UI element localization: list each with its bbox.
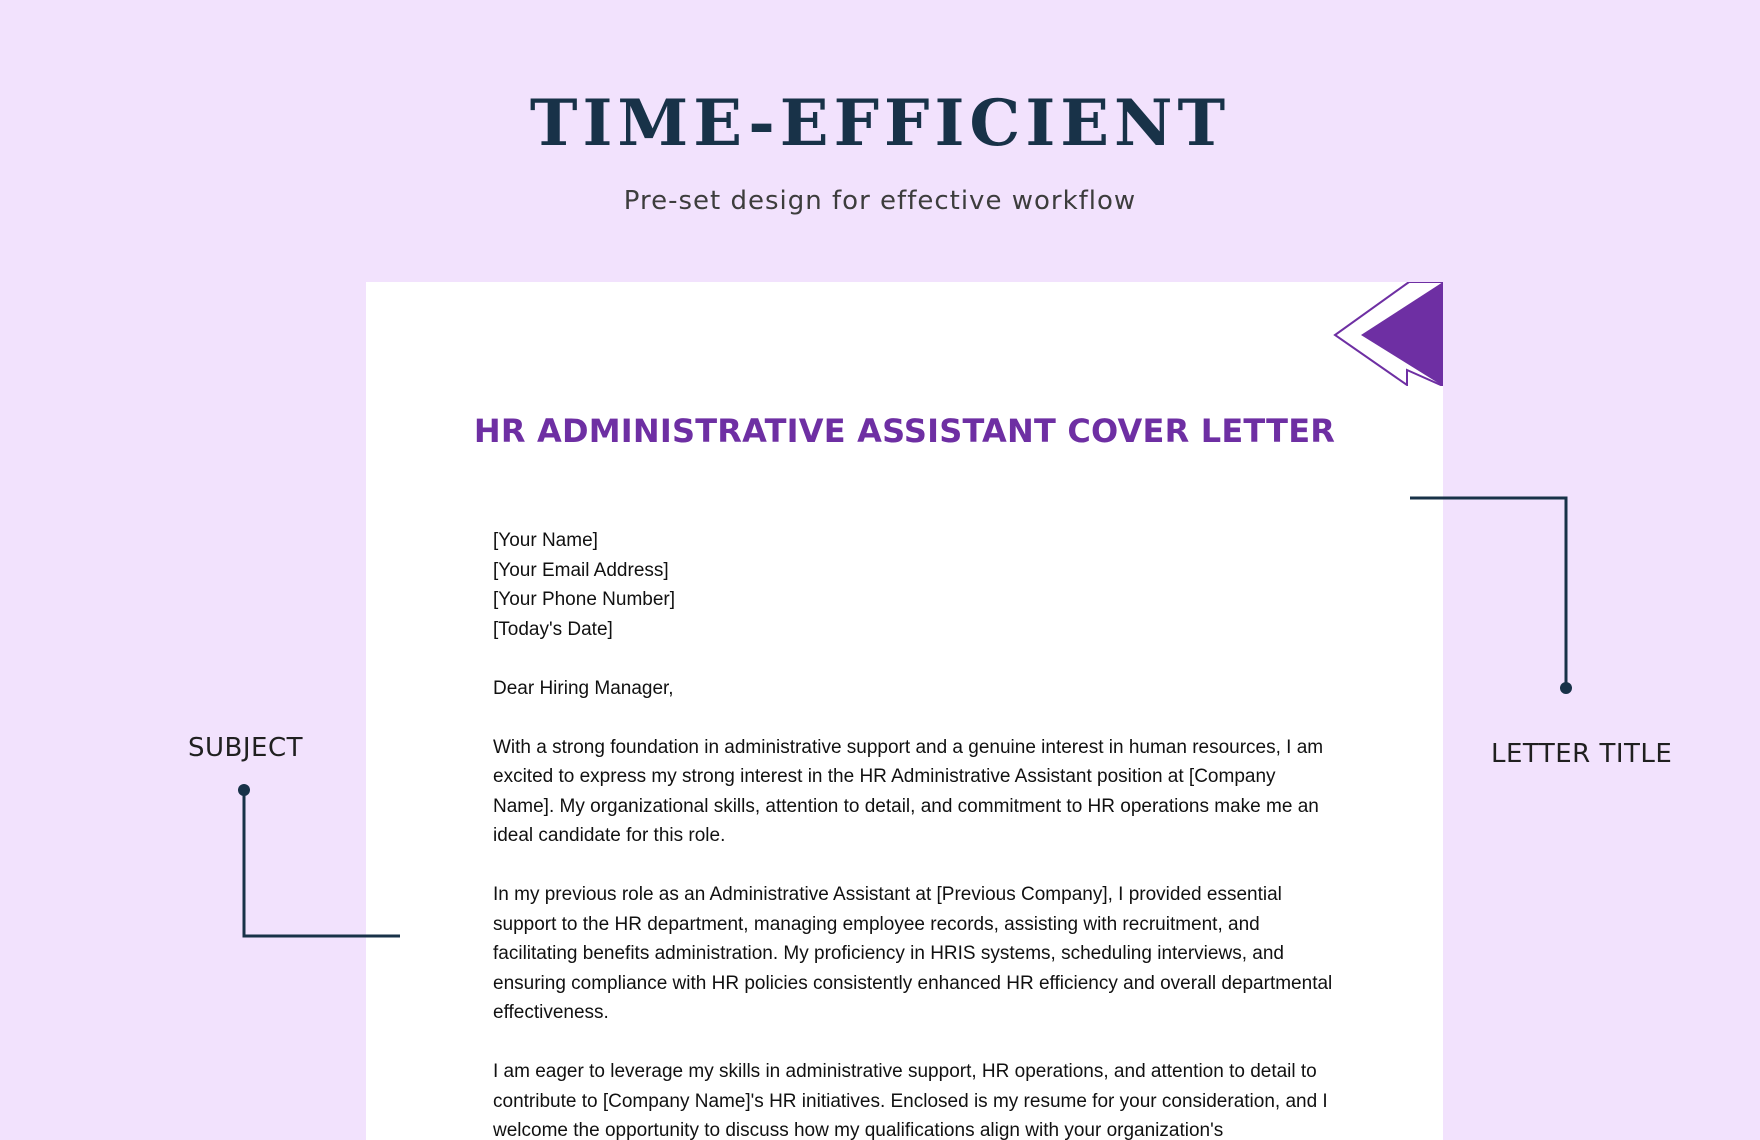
body-paragraph-1: With a strong foundation in administrative support and a genuine interest in human resources, I am excited to express my strong interest in the HR Administrative Assistant position at [Company Name]. My organizational skills, attention to detail, and commitment to HR operations make me an ideal candidate for this role. — [493, 736, 1324, 846]
hero-title: TIME-EFFICIENT — [529, 86, 1231, 161]
subject-connector-line — [238, 784, 400, 936]
callout-letter-title-label: LETTER TITLE — [1491, 739, 1673, 769]
sender-phone: [Your Phone Number] — [493, 589, 676, 610]
sender-name: [Your Name] — [493, 530, 598, 551]
callout-subject-label: SUBJECT — [188, 733, 304, 763]
body-paragraph-3: I am eager to leverage my skills in administrative support, HR operations, and attention to detail to contribute to [Company Name]'s HR initiatives. Enclosed is my resume for your consideration, and I welcome the opportunity to discuss how my qualifications align with your organization's — [493, 1061, 1328, 1140]
letter-date: [Today's Date] — [493, 618, 613, 640]
salutation: Dear Hiring Manager, — [493, 677, 674, 699]
sender-email: [Your Email Address] — [493, 559, 669, 581]
letter-title: HR ADMINISTRATIVE ASSISTANT COVER LETTER — [473, 412, 1336, 450]
letter-title-connector-line — [1410, 498, 1572, 694]
body-paragraph-2: In my previous role as an Administrative Assistant at [Previous Company], I provided essential support to the HR department, managing employee records, assisting with recruitment, and facilitating benefits administration. My proficiency in HRIS systems, scheduling interviews, and ensuring compliance with HR policies consistently enhanced HR efficiency and overall departmental effectiveness. — [493, 884, 1333, 1023]
hero-subtitle: Pre-set design for effective workflow — [623, 186, 1137, 216]
